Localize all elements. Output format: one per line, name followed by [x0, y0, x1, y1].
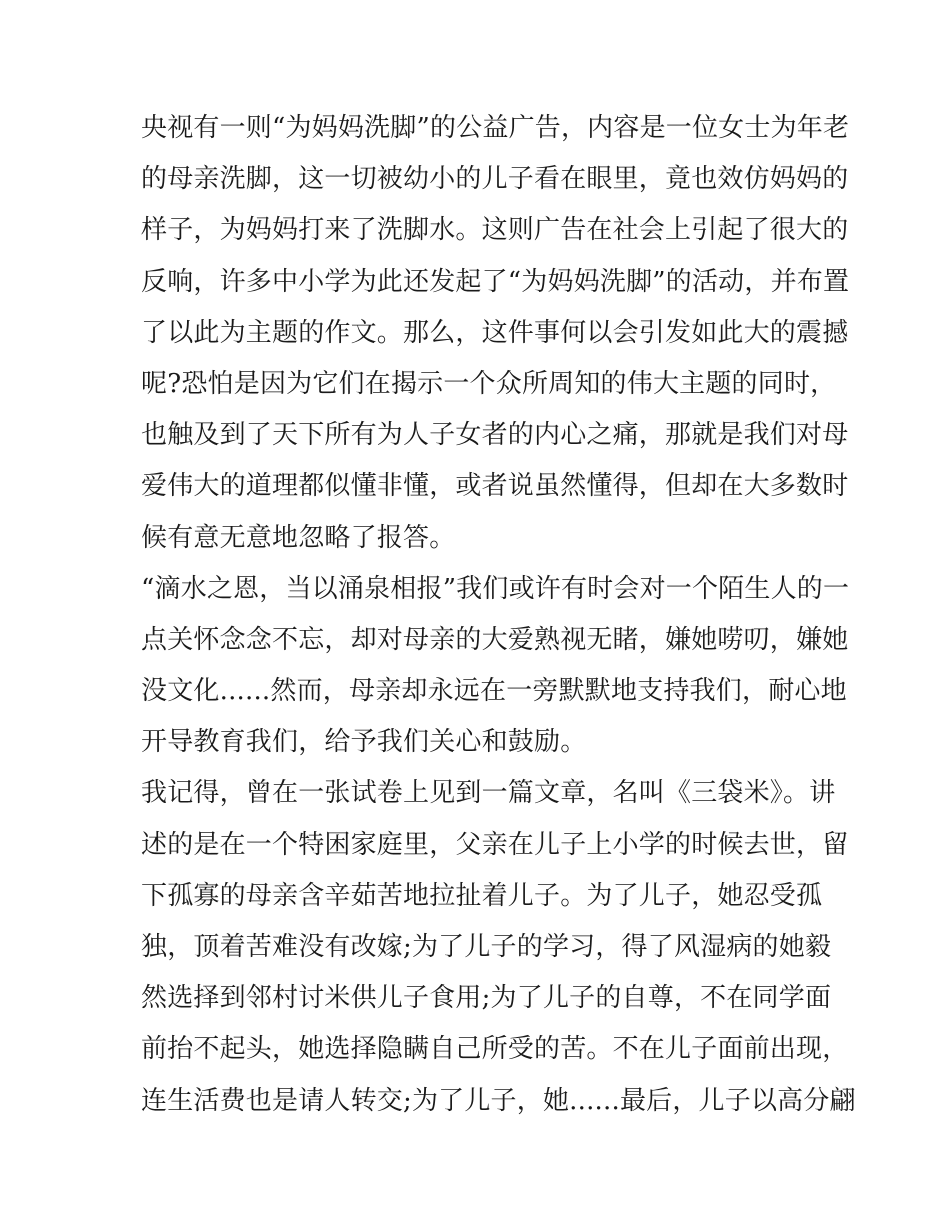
text-line: 没文化......然而，母亲却永远在一旁默默地支持我们，耐心地 — [141, 676, 847, 707]
text-line: 呢?恐怕是因为它们在揭示一个众所周知的伟大主题的同时， — [141, 368, 837, 399]
text-line: 述的是在一个特困家庭里，父亲在儿子上小学的时候去世，留 — [141, 829, 849, 860]
body-text — [141, 103, 856, 1127]
text-line: 开导教育我们，给予我们关心和鼓励。 — [141, 727, 587, 758]
text-line: 候有意无意地忽略了报答。 — [141, 522, 456, 553]
text-line: 连生活费也是请人转交;为了儿子，她......最后，儿子以高分翩 — [141, 1085, 856, 1116]
text-line: 前抬不起头，她选择隐瞒自己所受的苦。不在儿子面前出现， — [141, 1034, 849, 1065]
text-line: 我记得，曾在一张试卷上见到一篇文章，名叫《三袋米》。讲 — [141, 778, 836, 809]
text-line: 独，顶着苦难没有改嫁;为了儿子的学习，得了风湿病的她毅 — [141, 932, 832, 962]
text-line: 了以此为主题的作文。那么，这件事何以会引发如此大的震撼 — [141, 317, 849, 348]
text-line: 爱伟大的道理都似懂非懂，或者说虽然懂得，但却在大多数时 — [141, 471, 849, 502]
text-line: 反响，许多中小学为此还发起了“为妈妈洗脚”的活动，并布置 — [141, 266, 850, 297]
text-line: 下孤寡的母亲含辛茹苦地拉扯着儿子。为了儿子，她忍受孤 — [141, 880, 823, 911]
text-line: 的母亲洗脚，这一切被幼小的儿子看在眼里，竟也效仿妈妈的 — [141, 164, 849, 195]
text-line: 点关怀念念不忘，却对母亲的大爱熟视无睹，嫌她唠叨，嫌她 — [141, 624, 849, 655]
text-line: 样子，为妈妈打来了洗脚水。这则广告在社会上引起了很大的 — [141, 215, 849, 246]
text-line: 然选择到邻村讨米供儿子食用;为了儿子的自尊，不在同学面 — [141, 983, 832, 1014]
text-line: “滴水之恩，当以涌泉相报”我们或许有时会对一个陌生人的一 — [141, 573, 850, 604]
text-line: 央视有一则“为妈妈洗脚”的公益广告，内容是一位女士为年老 — [141, 113, 850, 143]
text-line: 也触及到了天下所有为人子女者的内心之痛，那就是我们对母 — [141, 420, 849, 451]
